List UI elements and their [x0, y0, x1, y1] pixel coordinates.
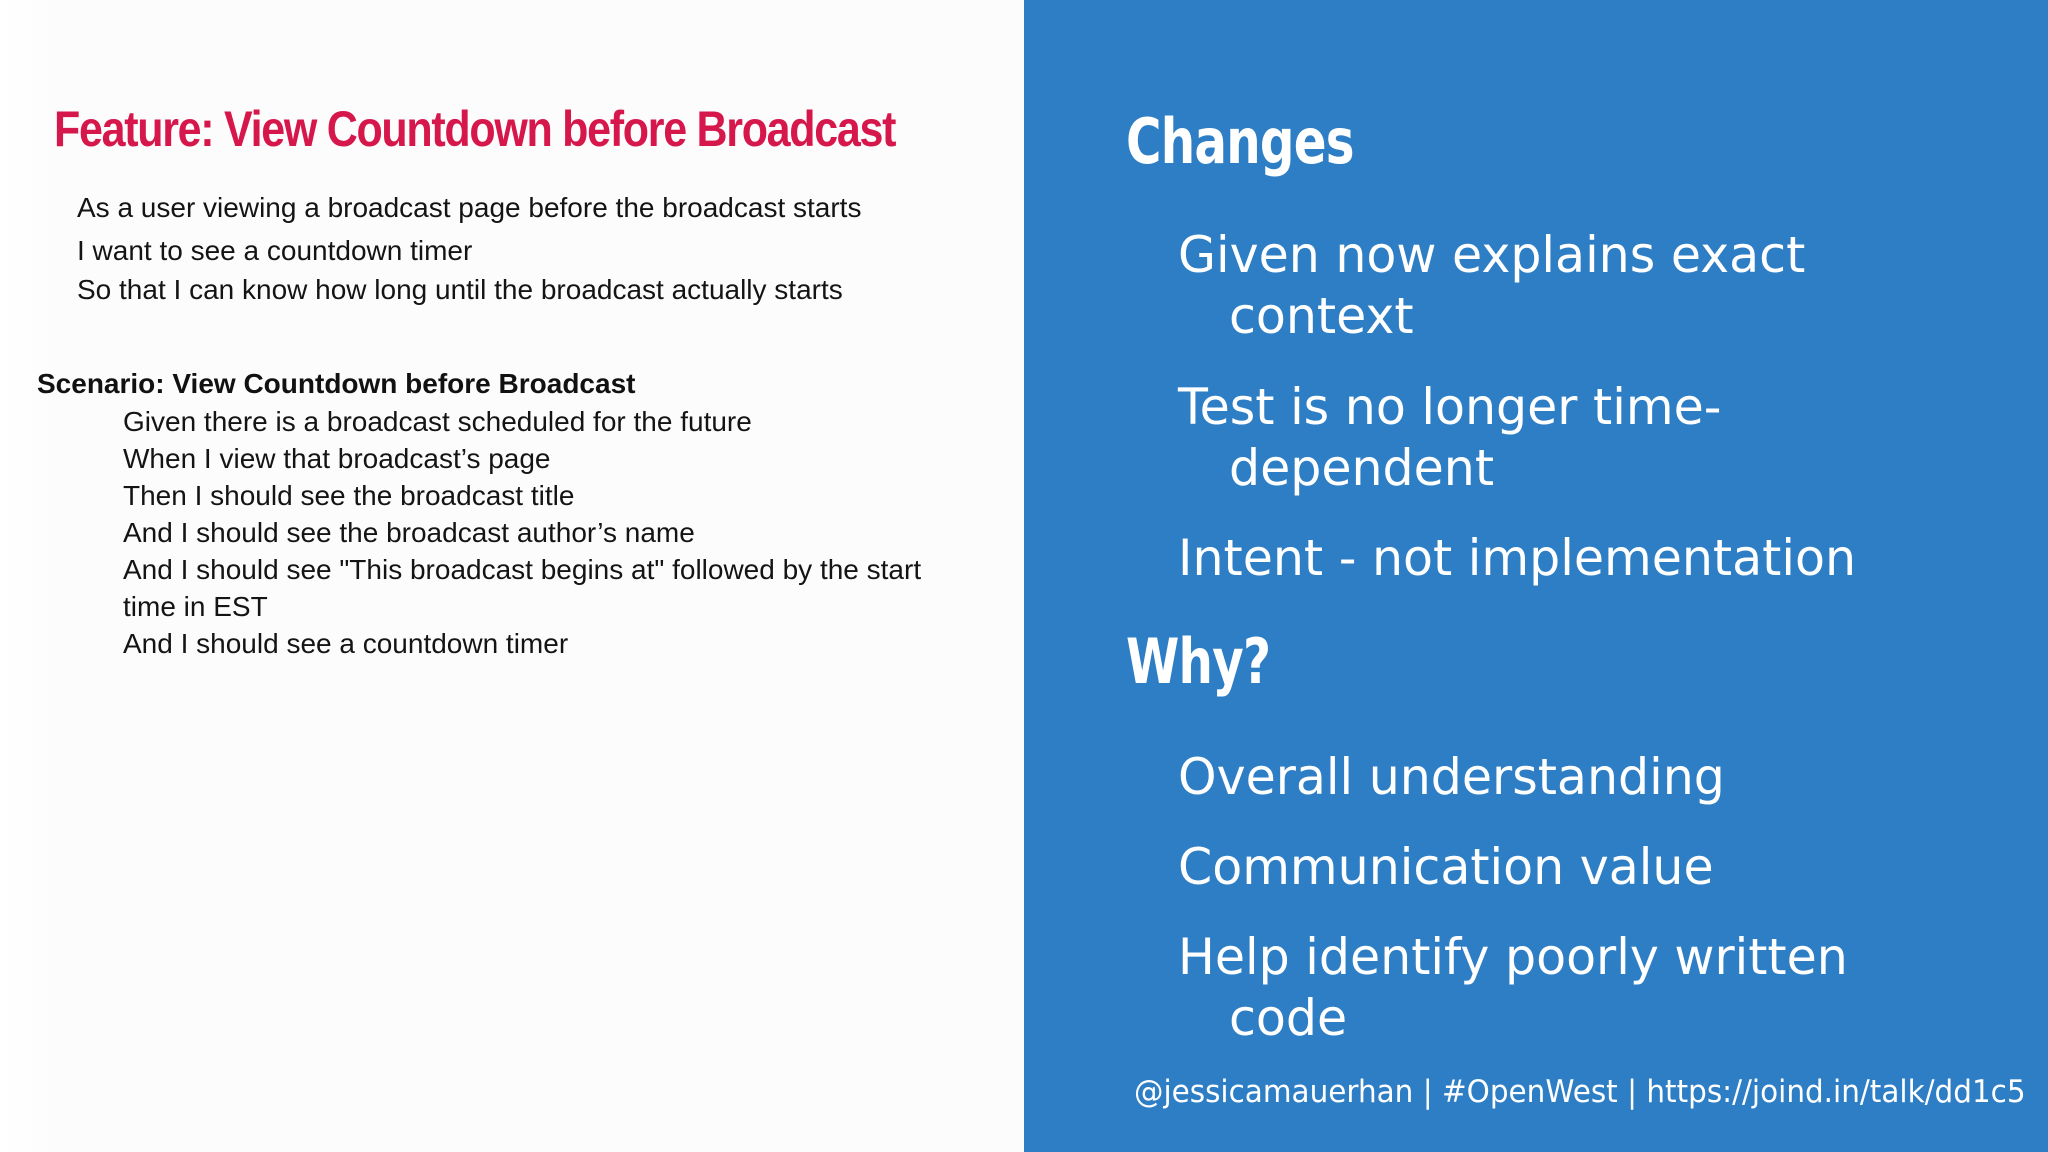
scenario-step: And I should see the broadcast author’s name [123, 517, 695, 548]
why-bullet [1178, 927, 1878, 1049]
feature-title: Feature: View Countdown before Broadcast [54, 101, 896, 157]
bullet-text: Help identify poorly written [1178, 928, 1848, 986]
bullet-text: Given now explains exact [1178, 226, 1806, 284]
scenario-step: And I should see "This broadcast begins at" followed by the start [123, 554, 922, 585]
scenario-step: Then I should see the broadcast title [123, 480, 575, 511]
scenario-step: And I should see a countdown timer [123, 628, 569, 659]
scenario-step: time in EST [123, 591, 268, 622]
why-heading: Why? [1126, 625, 1271, 698]
scenario-step: Given there is a broadcast scheduled for the future [123, 406, 752, 437]
bullet-text: Test is no longer time- [1178, 378, 1722, 436]
bullet-text: Overall understanding [1178, 748, 1725, 806]
changes-bullet [1178, 225, 1878, 347]
why-bullet [1178, 747, 1878, 808]
scenario-step: When I view that broadcast’s page [123, 443, 551, 474]
bullet-text: Intent - not implementation [1178, 529, 1857, 587]
bullet-text-continuation: dependent [1228, 439, 1495, 497]
scenario-title: Scenario: View Countdown before Broadcast [37, 368, 636, 399]
footer-credits: @jessicamauerhan | #OpenWest | https://joind.in/talk/dd1c5 [1134, 1074, 2026, 1110]
changes-heading: Changes [1126, 105, 1354, 178]
changes-bullet [1178, 528, 1878, 589]
bullet-text-continuation: code [1228, 989, 1348, 1047]
bullet-text-continuation: context [1228, 287, 1414, 345]
story-line: I want to see a countdown timer [77, 235, 473, 266]
story-line: As a user viewing a broadcast page before the broadcast starts [77, 192, 862, 223]
why-bullet [1178, 837, 1878, 898]
changes-bullet [1178, 377, 1878, 499]
story-line: So that I can know how long until the broadcast actually starts [77, 274, 843, 305]
bullet-text: Communication value [1178, 838, 1714, 896]
